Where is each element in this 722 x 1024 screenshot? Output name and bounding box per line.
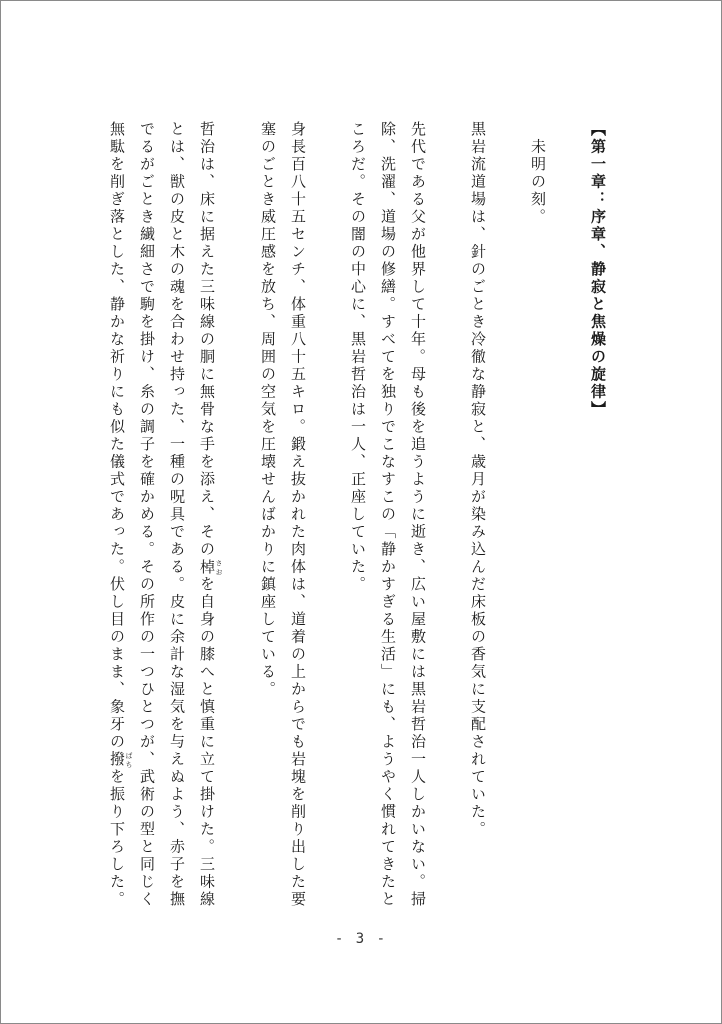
blank-line [433, 121, 463, 921]
ruby-base-bachi: 撥 [108, 751, 126, 769]
blank-line [553, 121, 583, 921]
blank-line [493, 121, 523, 921]
ruby-sao [198, 558, 223, 577]
paragraph-shamisen [102, 121, 223, 921]
blank-line [223, 121, 253, 921]
chapter-title: 【第一章：序章、静寂と焦燥の旋律】 [589, 121, 607, 419]
paragraph-opening: 未明の刻。 [529, 121, 547, 226]
ruby-bachi [108, 751, 133, 769]
shamisen-text-2: を自身の膝へと慎重に立て掛けた。三味線とは、獣の皮と木の魂を合わせ持った、一種の呪具である。皮に余計な湿気を与えぬよう、赤子を撫でるがごとき繊細さで駒を掛け、糸の調子を確かめる。その所作の一つひとつが、武術の型と同じく無駄を削ぎ落とした、静かな祈りにも似た儀式であった。伏し目のまま、象牙の [108, 121, 216, 909]
vertical-text-body [102, 121, 613, 921]
paragraph-dojo: 黒岩流道場は、針のごとき冷徹な静寂と、歳月が染み込んだ床板の香気に支配されていた。 [469, 121, 487, 839]
page-number: - 3 - [334, 931, 388, 947]
ruby-base-sao: 棹 [198, 558, 216, 576]
ruby-reading-sao: さお [215, 558, 223, 576]
paragraph-physique: 身長百八十五センチ、体重八十五キロ。鍛え抜かれた肉体は、道着の上からでも岩塊を削り出した要塞のごとき威圧感を放ち、周囲の空気を圧壊せんばかりに鎮座している。 [259, 121, 307, 909]
ruby-reading-bachi: ばち [125, 751, 133, 769]
blank-line [313, 121, 343, 921]
paragraph-family: 先代である父が他界して十年。母も後を追うように逝き、広い屋敷には黒岩哲治一人しかいない。掃除、洗濯、道場の修繕。すべてを独りでこなすこの「静かすぎる生活」にも、ようやく慣れてきたところだ。その闇の中心に、黒岩哲治は一人、正座していた。 [349, 121, 427, 909]
shamisen-text-1: 哲治は、床に据えた三味線の胴に無骨な手を添え、その [198, 121, 216, 559]
shamisen-text-3: を振り下ろした。 [108, 768, 126, 909]
